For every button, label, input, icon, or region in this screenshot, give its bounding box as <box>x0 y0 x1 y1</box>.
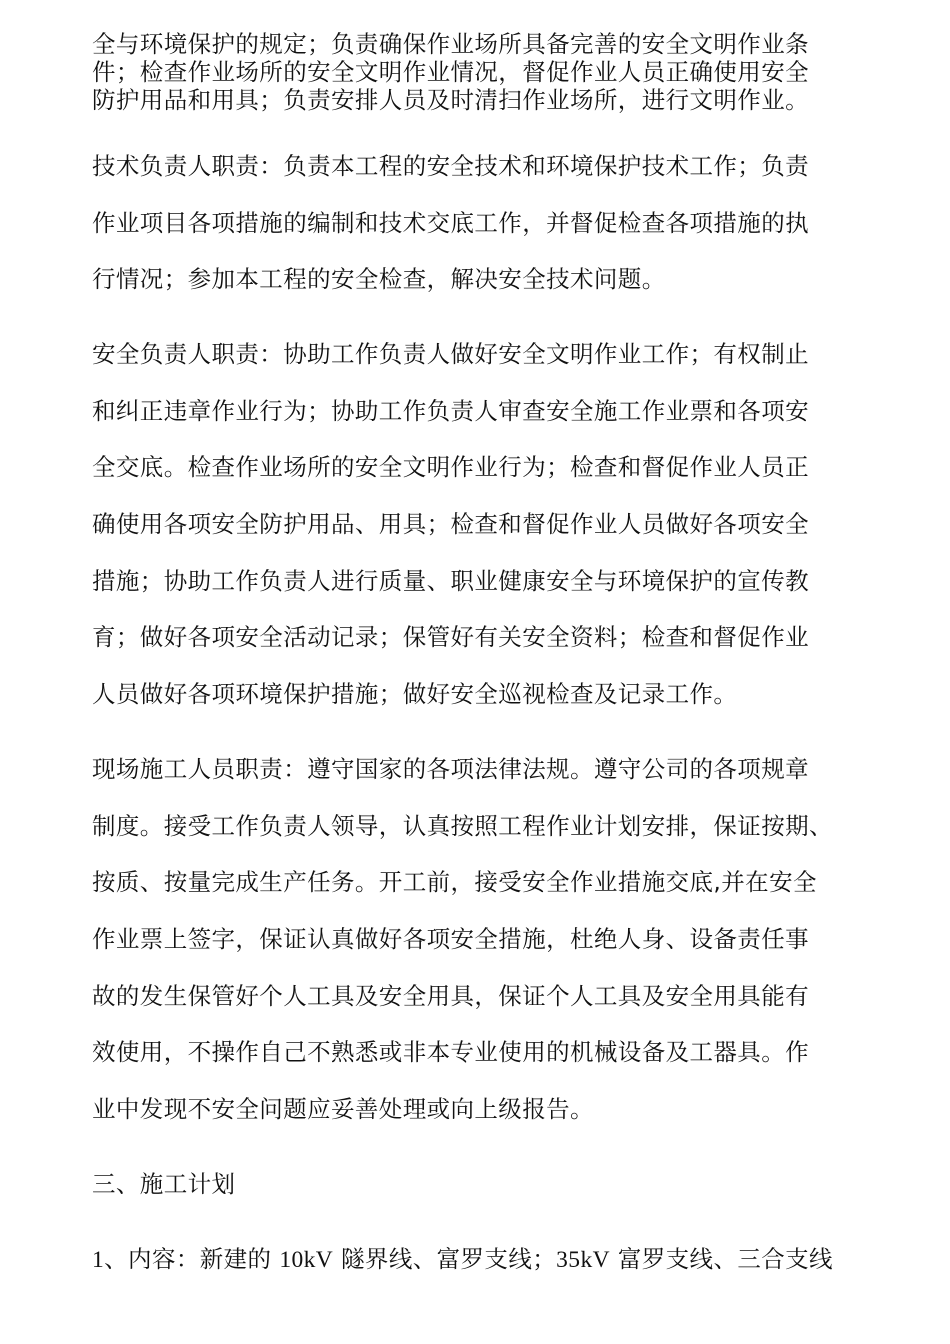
intro-line-2: 件；检查作业场所的安全文明作业情况，督促作业人员正确使用安全 <box>92 58 809 86</box>
safety-lead-line-1: 安全负责人职责：协助工作负责人做好安全文明作业工作；有权制止 <box>92 340 809 368</box>
safety-lead-line-7: 人员做好各项环境保护措施；做好安全巡视检查及记录工作。 <box>92 680 738 708</box>
plan-item-text-2: 隧界线、富罗支线； <box>333 1245 557 1273</box>
safety-lead-line-2: 和纠正违章作业行为；协助工作负责人审查安全施工作业票和各项安 <box>92 397 809 425</box>
site-staff-line-6: 效使用，不操作自己不熟悉或非本专业使用的机械设备及工器具。作 <box>92 1038 809 1066</box>
safety-lead-line-6: 育；做好各项安全活动记录；保管好有关安全资料；检查和督促作业 <box>92 623 809 651</box>
plan-item-text-3: 富罗支线、三合支线 <box>609 1245 833 1273</box>
tech-lead-line-3: 行情况；参加本工程的安全检查，解决安全技术问题。 <box>92 265 666 293</box>
site-staff-line-4: 作业票上签字，保证认真做好各项安全措施，杜绝人身、设备责任事 <box>92 925 809 953</box>
plan-item-1 <box>92 1245 833 1274</box>
intro-line-1: 全与环境保护的规定；负责确保作业场所具备完善的安全文明作业条 <box>92 30 809 58</box>
tech-lead-line-2: 作业项目各项措施的编制和技术交底工作，并督促检查各项措施的执 <box>92 209 809 237</box>
voltage-10kv: 10kV <box>279 1247 334 1273</box>
voltage-35kv: 35kV <box>556 1247 610 1273</box>
safety-lead-line-4: 确使用各项安全防护用品、用具；检查和督促作业人员做好各项安全 <box>92 510 809 538</box>
tech-lead-line-1: 技术负责人职责：负责本工程的安全技术和环境保护技术工作；负责 <box>92 152 809 180</box>
safety-lead-line-3: 全交底。检查作业场所的安全文明作业行为；检查和督促作业人员正 <box>92 453 809 481</box>
site-staff-line-2: 制度。接受工作负责人领导，认真按照工程作业计划安排，保证按期、 <box>92 812 833 840</box>
plan-item-number: 1 <box>92 1247 105 1273</box>
section-heading: 三、施工计划 <box>92 1170 236 1198</box>
safety-lead-line-5: 措施；协助工作负责人进行质量、职业健康安全与环境保护的宣传教 <box>92 567 809 595</box>
intro-line-3: 防护用品和用具；负责安排人员及时清扫作业场所，进行文明作业。 <box>92 86 809 114</box>
site-staff-line-5: 故的发生保管好个人工具及安全用具，保证个人工具及安全用具能有 <box>92 982 809 1010</box>
site-staff-line-7: 业中发现不安全问题应妥善处理或向上级报告。 <box>92 1095 594 1123</box>
site-staff-line-1: 现场施工人员职责：遵守国家的各项法律法规。遵守公司的各项规章 <box>92 755 809 783</box>
site-staff-line-3: 按质、按量完成生产任务。开工前，接受安全作业措施交底,并在安全 <box>92 868 817 896</box>
plan-item-text-1: 、内容：新建的 <box>104 1245 280 1273</box>
